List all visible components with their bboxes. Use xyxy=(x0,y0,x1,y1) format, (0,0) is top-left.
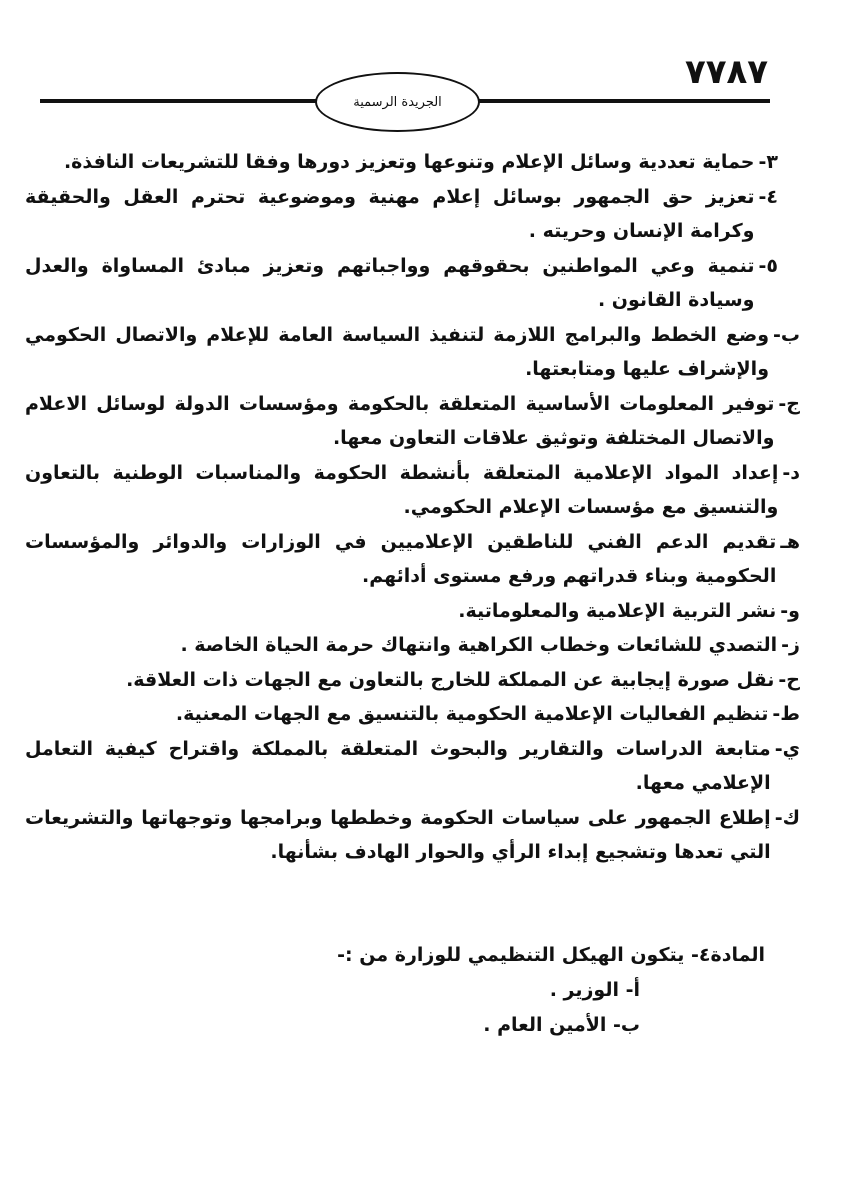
item-marker: ٣- xyxy=(758,151,778,173)
article-4 xyxy=(65,938,765,1043)
item-text: توفير المعلومات الأساسية المتعلقة بالحكومة ومؤسسات الدولة لوسائل الاعلام والاتصال المختلفة وتوثيق علاقات التعاون معها. xyxy=(25,392,775,449)
item-b xyxy=(25,318,800,387)
item-marker: ب- xyxy=(773,323,800,346)
item-ta xyxy=(25,697,800,732)
page-header xyxy=(0,0,850,130)
gazette-name: الجريدة الرسمية xyxy=(353,94,442,110)
sub-item-4 xyxy=(25,180,800,249)
item-text: تنمية وعي المواطنين بحقوقهم وواجباتهم وتعزيز مبادئ المساواة والعدل وسيادة القانون . xyxy=(25,254,755,311)
item-d xyxy=(25,456,800,525)
gazette-name-oval xyxy=(315,72,480,132)
item-text: نشر التربية الإعلامية والمعلوماتية. xyxy=(458,599,777,622)
item-w xyxy=(25,594,800,629)
item-marker: ح- xyxy=(778,668,800,691)
item-text: نقل صورة إيجابية عن المملكة للخارج بالتعاون مع الجهات ذات العلاقة. xyxy=(126,668,775,691)
document-body xyxy=(25,145,800,870)
item-text: وضع الخطط والبرامج اللازمة لتنفيذ السياسة العامة للإعلام والاتصال الحكومي والإشراف عليها ومتابعتها. xyxy=(25,323,770,380)
item-j xyxy=(25,387,800,456)
item-marker: د- xyxy=(782,461,800,484)
page-number: ٧٧٨٧ xyxy=(684,52,768,92)
item-marker: ك- xyxy=(774,806,800,829)
item-text: متابعة الدراسات والتقارير والبحوث المتعلقة بالمملكة واقتراح كيفية التعامل الإعلامي معها. xyxy=(25,737,771,794)
item-h xyxy=(25,525,800,594)
item-marker: ج- xyxy=(778,392,800,415)
item-text: إعداد المواد الإعلامية المتعلقة بأنشطة الحكومة والمناسبات الوطنية بالتعاون والتنسيق مع مؤسسات الإعلام الحكومي. xyxy=(25,461,779,518)
sub-item-5 xyxy=(25,249,800,318)
item-ha xyxy=(25,663,800,698)
item-text: إطلاع الجمهور على سياسات الحكومة وخططها وبرامجها وتوجهاتها والتشريعات التي تعدها وتشجيع إبداء الرأي والحوار الهادف بشأنها. xyxy=(25,806,771,863)
item-text: تقديم الدعم الفني للناطقين الإعلاميين في الوزارات والدوائر والمؤسسات الحكومية وبناء قدراتهم ورفع مستوى أدائهم. xyxy=(25,530,777,587)
item-marker: ٤- xyxy=(758,185,778,208)
item-text: تعزيز حق الجمهور بوسائل إعلام مهنية وموضوعية تحترم العقل والحقيقة وكرامة الإنسان وحريته . xyxy=(25,185,755,242)
sub-item-3 xyxy=(25,145,800,180)
item-marker: ز- xyxy=(781,634,800,656)
item-text: حماية تعددية وسائل الإعلام وتنوعها وتعزيز دورها وفقا للتشريعات النافذة. xyxy=(63,151,755,173)
article-entry-minister: أ- الوزير . xyxy=(549,979,640,1001)
article-heading: المادة٤- يتكون الهيكل التنظيمي للوزارة من :- xyxy=(337,944,765,966)
item-marker: ي- xyxy=(774,737,800,760)
item-text: التصدي للشائعات وخطاب الكراهية وانتهاك حرمة الحياة الخاصة . xyxy=(180,634,778,656)
item-ya xyxy=(25,732,800,801)
item-marker: هـ xyxy=(780,530,800,553)
item-z xyxy=(25,628,800,663)
item-marker: و- xyxy=(780,599,800,622)
article-entry-secretary-general: ب- الأمين العام . xyxy=(483,1014,640,1036)
item-ka xyxy=(25,801,800,870)
item-marker: ط- xyxy=(772,703,800,725)
item-marker: ٥- xyxy=(758,254,778,277)
item-text: تنظيم الفعاليات الإعلامية الحكومية بالتنسيق مع الجهات المعنية. xyxy=(175,703,769,725)
